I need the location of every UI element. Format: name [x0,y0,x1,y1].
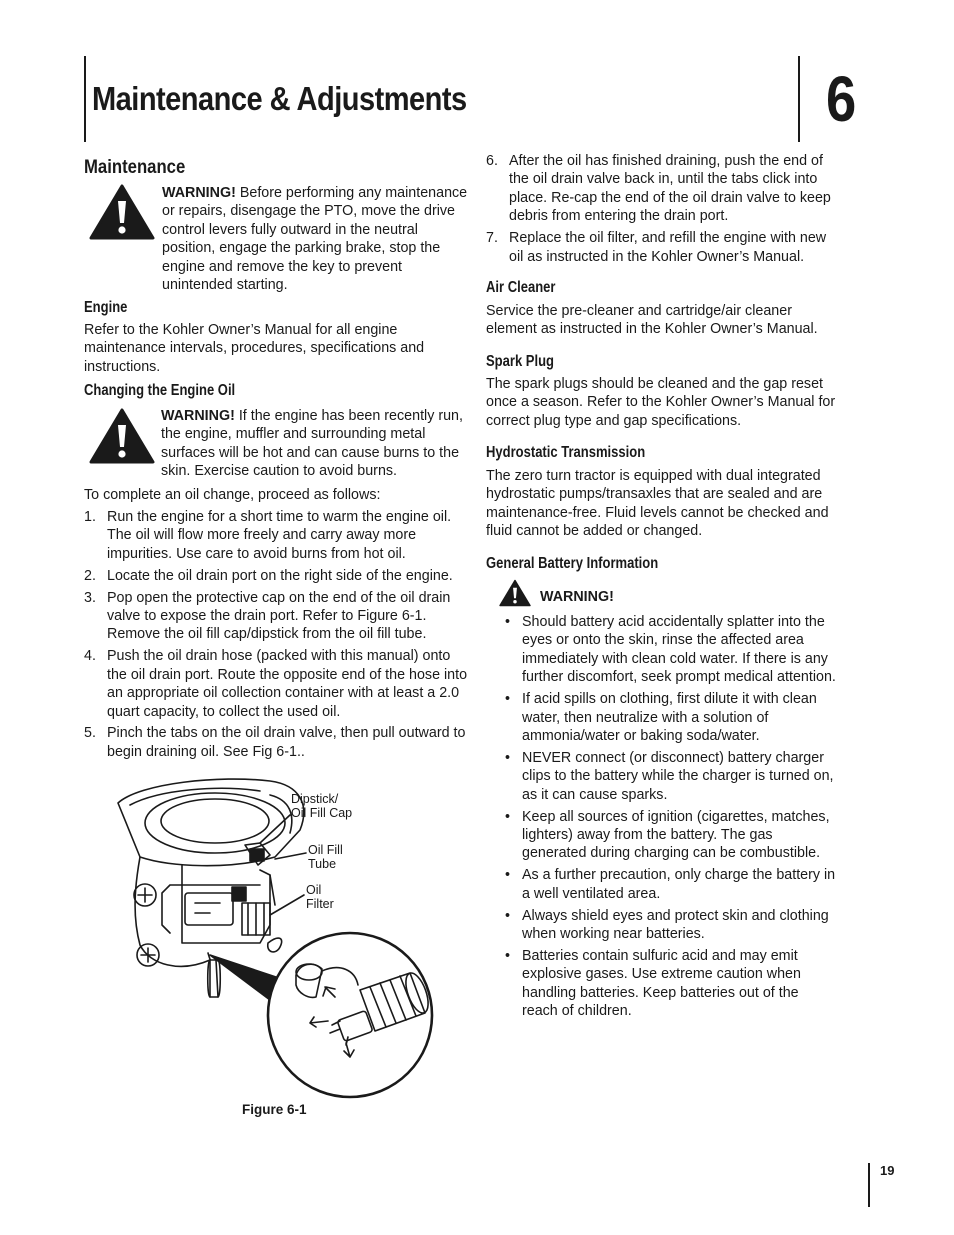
list-item: 2. Locate the oil drain port on the right side of the engine. [84,567,453,584]
heading-changing-engine-oil: Changing the Engine Oil [84,382,236,399]
heading-general-battery-information: General Battery Information [486,555,659,572]
list-item: • If acid spills on clothing, first dilute it with clean water, then neutralize with a solution of ammonia/water or baking soda/water. [502,690,838,745]
warning-triangle-icon [88,183,156,241]
warning-body: If the engine has been recently run, the engine, muffler and surrounding metal surfaces will be hot and can cause burns to the skin. Exercise caution to avoid burns. [161,408,463,480]
figure-label-dipstick: Dipstick/ Oil Fill Cap [291,792,353,820]
oil-change-intro: To complete an oil change, proceed as follows: [84,487,381,503]
oil-change-steps-continued [486,152,842,269]
list-item: • Batteries contain sulfuric acid and may emit explosive gases. Use extreme caution when handling batteries. Keep batteries out of the reach of children. [502,947,838,1021]
chapter-title: Maintenance & Adjustments [92,80,467,117]
list-item: 6. After the oil has finished draining, push the end of the oil drain valve back in, until the tabs click into place. Re-cap the end of the oil drain valve to keep debris from entering the drain port. [486,153,831,225]
battery-bullet-list [502,613,838,1024]
oil-change-steps [84,508,470,765]
hydrostatic-text: The zero turn tractor is equipped with dual integrated hydrostatic pumps/transaxles that are sealed and are maintenance-free. Fluid levels cannot be checked and fluid cannot be added or changed. [486,468,829,540]
list-item: • As a further precaution, only charge the battery in a well ventilated area. [502,866,838,903]
warning-triangle-icon [88,407,156,465]
title-rule [84,56,86,142]
air-cleaner-text: Service the pre-cleaner and cartridge/air cleaner element as instructed in the Kohler Owner’s Manual. [486,303,818,338]
heading-engine: Engine [84,299,128,316]
list-item: 3. Pop open the protective cap on the end of the oil drain valve to expose the drain port. Refer to Figure 6-1. Remove the oil fill cap/dipstick from the oil fill tube. [84,589,451,643]
warning-label: WARNING! [161,408,235,424]
list-item: 4. Push the oil drain hose (packed with this manual) onto the oil drain port. Route the opposite end of the hose into an appropriate oil collection container with at least a 2.0 quart capacity, to collect the used oil. [84,648,468,720]
list-item: 1. Run the engine for a short time to warm the engine oil. The oil will flow more freely and carry away more impurities. Use care to avoid burns from hot oil. [84,509,452,562]
page-number: 19 [880,1163,895,1178]
warning-text-oil [161,407,471,481]
chapter-number: 6 [826,63,857,135]
chapter-number-rule [798,56,800,142]
warning-triangle-icon [498,579,532,607]
figure-label-oil-filter: Oil Filter [306,883,334,911]
list-item: • Should battery acid accidentally splatter into the eyes or onto the skin, rinse the affected area immediately with clean cold water. If there is any further discomfort, seek prompt medical attention. [502,613,838,687]
list-item: • Always shield eyes and protect skin and clothing when working near batteries. [502,907,838,944]
battery-warning-label: WARNING! [540,589,614,605]
list-item: • NEVER connect (or disconnect) battery charger clips to the battery while the charger is turned on, as it can cause sparks. [502,749,838,804]
list-item: 5. Pinch the tabs on the oil drain valve, then pull outward to begin draining oil. See Fig 6-1.. [84,725,466,760]
warning-text-maintenance [162,184,470,294]
section-title-maintenance: Maintenance [84,157,186,178]
heading-hydrostatic-transmission: Hydrostatic Transmission [486,444,646,461]
spark-plug-text: The spark plugs should be cleaned and the gap reset once a season. Refer to the Kohler Owner’s Manual for correct plug type and gap specifications. [486,376,836,429]
page-number-rule [868,1163,870,1207]
figure-label-oil-fill-tube: Oil Fill Tube [308,843,343,871]
figure-caption: Figure 6-1 [242,1102,307,1117]
list-item: • Keep all sources of ignition (cigarettes, matches, lighters) away from the battery. The gas generated during charging can be combustible. [502,808,838,863]
list-item: 7. Replace the oil filter, and refill the engine with new oil as instructed in the Kohler Owner’s Manual. [486,230,827,265]
heading-spark-plug: Spark Plug [486,353,555,370]
warning-body: Before performing any maintenance or repairs, disengage the PTO, move the drive control levers fully outward in the neutral position, engage the parking brake, stop the engine and remove the key to prevent unintended starting. [162,185,468,294]
heading-air-cleaner: Air Cleaner [486,279,556,296]
engine-text: Refer to the Kohler Owner’s Manual for all engine maintenance intervals, procedures, specifications and instructions. [84,322,425,375]
warning-label: WARNING! [162,185,236,201]
engine-oil-illustration [110,775,480,1100]
